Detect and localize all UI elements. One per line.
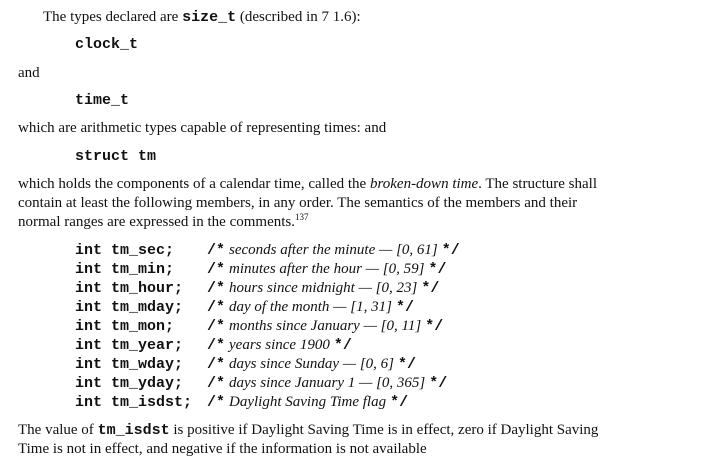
member-declaration: int tm_mon; (75, 318, 175, 335)
member-comment: hours since midnight — [0, 23] (229, 280, 418, 296)
paragraph-line-3-text: normal ranges are expressed in the comments. (18, 214, 295, 230)
member-comment: months since January — [0, 11] (229, 318, 422, 334)
closing-line-2: Time is not in effect, and negative if the information is not available (18, 441, 427, 457)
paragraph-line-2: contain at least the following members, in any order. The semantics of the members and their (18, 195, 578, 211)
closing-line-1 (18, 421, 598, 440)
comment-close: */ (333, 337, 352, 354)
comment-open: /* (207, 280, 226, 297)
member-comment: seconds after the minute — [0, 61] (229, 242, 438, 258)
comment-open: /* (207, 318, 226, 335)
intro-prefix: The types declared are (43, 9, 183, 25)
intro-suffix: (described in 7 1.6): (236, 9, 361, 25)
paragraph-line-1-post: . The structure shall (478, 176, 597, 192)
intro-line (43, 8, 361, 27)
comment-close: */ (421, 280, 440, 297)
paragraph-line-1 (18, 175, 597, 193)
member-declaration: int tm_wday; (75, 356, 184, 373)
member-comment: days since Sunday — [0, 6] (229, 356, 395, 372)
member-row (75, 373, 447, 392)
clock-t-type: clock_t (75, 36, 139, 53)
comment-close: */ (441, 242, 460, 259)
footnote-marker: 137 (295, 212, 309, 222)
member-row (75, 354, 416, 373)
member-declaration: int tm_mday; (75, 299, 184, 316)
member-row (75, 297, 414, 316)
comment-close: */ (398, 356, 417, 373)
broken-down-time-term: broken-down time (369, 176, 479, 192)
member-row (75, 392, 408, 411)
member-comment: days since January 1 — [0, 365] (229, 375, 426, 391)
member-declaration: int tm_year; (75, 337, 184, 354)
struct-tm-type: struct tm (75, 148, 157, 165)
comment-open: /* (207, 375, 226, 392)
member-row (75, 316, 443, 335)
and-word: and (18, 65, 40, 81)
paragraph-line-3 (18, 213, 309, 231)
member-row (75, 259, 446, 278)
paragraph-line-1-pre: which holds the components of a calendar time, called the (18, 176, 370, 192)
comment-close: */ (429, 375, 448, 392)
member-declaration: int tm_sec; (75, 242, 175, 259)
comment-open: /* (207, 242, 226, 259)
closing-line-1-pre: The value of (18, 422, 98, 438)
member-declaration: int tm_yday; (75, 375, 184, 392)
comment-open: /* (207, 261, 226, 278)
member-declaration: int tm_isdst; (75, 394, 193, 411)
member-comment: years since 1900 (229, 337, 330, 353)
comment-close: */ (425, 318, 444, 335)
member-comment: day of the month — [1, 31] (229, 299, 392, 315)
comment-close: */ (428, 261, 447, 278)
member-comment: Daylight Saving Time flag (229, 394, 387, 410)
member-comment: minutes after the hour — [0, 59] (229, 261, 425, 277)
size-t-code: size_t (182, 9, 237, 26)
member-row (75, 240, 460, 259)
time-t-type: time_t (75, 92, 130, 109)
member-declaration: int tm_min; (75, 261, 175, 278)
member-row (75, 335, 352, 354)
tm-isdst-code: tm_isdst (97, 422, 170, 439)
comment-open: /* (207, 394, 226, 411)
comment-close: */ (395, 299, 414, 316)
comment-close: */ (390, 394, 409, 411)
comment-open: /* (207, 337, 226, 354)
comment-open: /* (207, 356, 226, 373)
comment-open: /* (207, 299, 226, 316)
member-row (75, 278, 439, 297)
member-declaration: int tm_hour; (75, 280, 184, 297)
closing-line-1-post: is positive if Daylight Saving Time is in effect, zero if Daylight Saving (169, 422, 599, 438)
arith-types-description: which are arithmetic types capable of representing times: and (18, 120, 387, 136)
